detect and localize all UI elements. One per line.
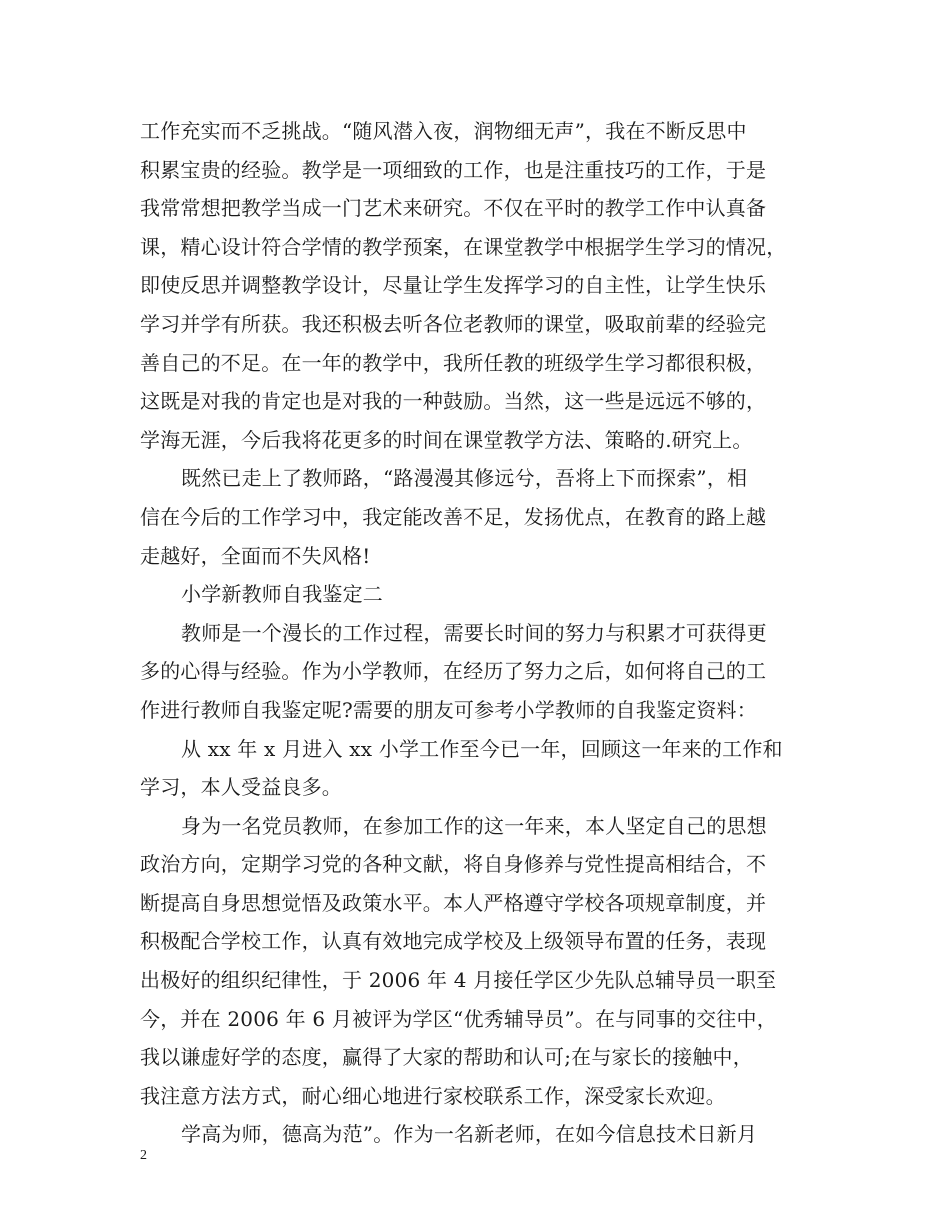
text-line: 课，精心设计符合学情的教学预案，在课堂教学中根据学生学习的情况， (140, 234, 787, 259)
text-line: 工作充实而不乏挑战。“随风潜入夜，润物细无声”，我在不断反思中 (140, 119, 747, 143)
text-line: 学习并学有所获。我还积极去听各位老教师的课堂，吸取前辈的经验完 (140, 311, 767, 336)
text-line: 我常常想把教学当成一门艺术来研究。不仅在平时的教学工作中认真备 (140, 196, 767, 221)
page-number: 2 (140, 1148, 147, 1163)
text-line: 多的心得与经验。作为小学教师，在经历了努力之后，如何将自己的工 (140, 659, 767, 684)
text-line: 既然已走上了教师路，“路漫漫其修远兮，吾将上下而探索”，相 (181, 466, 748, 491)
text-line: 政治方向，定期学习党的各种文献，将自身修养与党性提高相结合，不 (140, 852, 767, 877)
text-line: 这既是对我的肯定也是对我的一种鼓励。当然，这一些是远远不够的， (140, 389, 767, 414)
text-line: 身为一名党员教师，在参加工作的这一年来，本人坚定自己的思想 (181, 813, 767, 838)
text-line: 学高为师，德高为范”。作为一名新老师，在如今信息技术日新月 (181, 1122, 758, 1147)
text-line: 作进行教师自我鉴定呢?需要的朋友可参考小学教师的自我鉴定资料： (140, 697, 757, 722)
text-line: 即使反思并调整教学设计，尽量让学生发挥学习的自主性，让学生快乐 (140, 273, 767, 298)
text-line: 断提高自身思想觉悟及政策水平。本人严格遵守学校各项规章制度，并 (140, 890, 767, 915)
text-line: 学习，本人受益良多。 (140, 775, 342, 800)
text-line: 教师是一个漫长的工作过程，需要长时间的努力与积累才可获得更 (181, 620, 767, 645)
section-heading: 小学新教师自我鉴定二 (181, 582, 383, 607)
text-line: 善自己的不足。在一年的教学中，我所任教的班级学生学习都很积极， (140, 350, 767, 375)
text-line: 学海无涯，今后我将花更多的时间在课堂教学方法、策略的.研究上。 (140, 427, 753, 452)
text-line: 信在今后的工作学习中，我定能改善不足，发扬优点，在教育的路上越 (140, 504, 767, 529)
body-text (140, 112, 820, 1154)
text-line: 今，并在 2006 年 6 月被评为学区“优秀辅导员”。在与同事的交往中， (140, 1006, 777, 1031)
text-line: 积极配合学校工作，认真有效地完成学校及上级领导布置的任务，表现 (140, 929, 767, 954)
text-line: 我以谦虚好学的态度，赢得了大家的帮助和认可;在与家长的接触中， (140, 1045, 753, 1070)
text-line: 积累宝贵的经验。教学是一项细致的工作，也是注重技巧的工作，于是 (140, 157, 767, 182)
text-line: 走越好，全面而不失风格! (140, 543, 371, 568)
text-line: 我注意方法方式，耐心细心地进行家校联系工作，深受家长欢迎。 (140, 1083, 726, 1108)
text-line: 出极好的组织纪律性，于 2006 年 4 月接任学区少先队总辅导员一职至 (140, 968, 777, 993)
text-line: 从 xx 年 x 月进入 xx 小学工作至今已一年，回顾这一年来的工作和 (181, 736, 783, 761)
